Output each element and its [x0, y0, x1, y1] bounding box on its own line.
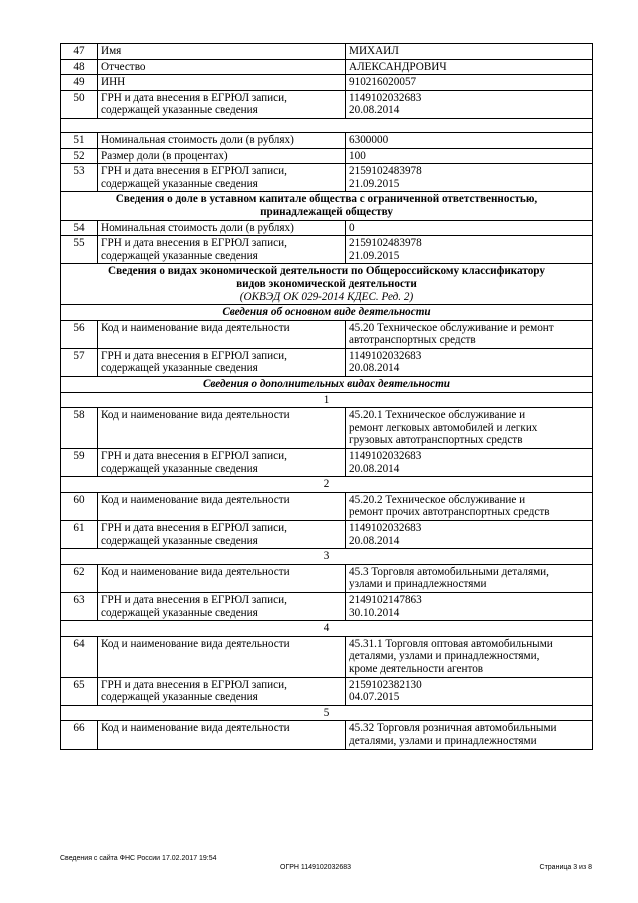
field-label-line: содержащей указанные сведения	[101, 534, 258, 547]
field-value-line: ремонт прочих автотранспортных средств	[349, 506, 550, 519]
field-value-line: МИХАИЛ	[349, 45, 399, 57]
field-value-line: 45.3 Торговля автомобильными деталями,	[349, 565, 549, 578]
field-value	[346, 75, 593, 91]
row-number: 64	[61, 636, 98, 677]
field-label-line: Отчество	[101, 60, 146, 73]
field-label	[98, 677, 346, 705]
row-number: 60	[61, 492, 98, 520]
field-value-line: 6300000	[349, 133, 389, 146]
row-number: 57	[61, 348, 98, 376]
table-row	[61, 118, 593, 132]
field-label-line: содержащей указанные сведения	[101, 104, 258, 117]
field-label-line: Код и наименование вида деятельности	[101, 637, 290, 650]
field-value	[346, 721, 593, 749]
field-label-line: Имя	[101, 45, 122, 57]
field-value-line: 21.09.2015	[349, 177, 400, 190]
table-row	[61, 408, 593, 449]
activity-index: 1	[61, 392, 593, 408]
field-label-line: Номинальная стоимость доли (в рублях)	[101, 133, 294, 146]
field-value	[346, 636, 593, 677]
field-value-line: 20.08.2014	[349, 362, 400, 375]
field-label	[98, 721, 346, 749]
field-value	[346, 148, 593, 164]
field-value	[346, 320, 593, 348]
table-row	[61, 305, 593, 321]
row-number: 49	[61, 75, 98, 91]
field-label	[98, 592, 346, 620]
row-number: 59	[61, 449, 98, 477]
section-heading-line: Сведения о доле в уставном капитале общества с ограниченной ответственностью,	[115, 193, 538, 206]
footer-source	[60, 855, 217, 864]
field-label	[98, 75, 346, 91]
table-row	[61, 377, 593, 393]
field-label-line: Код и наименование вида деятельности	[101, 565, 290, 578]
section-heading-line: Сведения о видах экономической деятельности по Общероссийскому классификатору	[108, 265, 545, 278]
field-value	[346, 164, 593, 192]
field-label-line: содержащей указанные сведения	[101, 362, 258, 375]
field-label-line: ГРН и дата внесения в ЕГРЮЛ записи,	[101, 165, 287, 178]
field-value	[346, 521, 593, 549]
field-value	[346, 132, 593, 148]
field-label-line: Код и наименование вида деятельности	[101, 722, 290, 735]
field-value-line: 45.20.1 Техническое обслуживание и	[349, 409, 526, 422]
field-label-line: ГРН и дата внесения в ЕГРЮЛ записи,	[101, 450, 287, 463]
field-value-line: ремонт легковых автомобилей и легких	[349, 421, 538, 434]
row-number: 58	[61, 408, 98, 449]
table-row	[61, 549, 593, 565]
field-label	[98, 564, 346, 592]
field-value-line: 04.07.2015	[349, 691, 400, 704]
field-label-line: Код и наименование вида деятельности	[101, 493, 290, 506]
row-number: 50	[61, 90, 98, 118]
field-label-line: содержащей указанные сведения	[101, 177, 258, 190]
field-value	[346, 677, 593, 705]
field-value-line: 0	[349, 221, 355, 234]
egrul-extract-table	[60, 43, 593, 750]
field-label	[98, 449, 346, 477]
field-value	[346, 408, 593, 449]
field-value-line: 20.08.2014	[349, 462, 400, 475]
table-row	[61, 75, 593, 91]
field-label	[98, 148, 346, 164]
field-label	[98, 408, 346, 449]
row-number: 54	[61, 220, 98, 236]
table-row	[61, 348, 593, 376]
field-value-line: автотранспортных средств	[349, 334, 476, 347]
table-row	[61, 164, 593, 192]
field-label-line: содержащей указанные сведения	[101, 249, 258, 262]
table-row	[61, 148, 593, 164]
field-label	[98, 636, 346, 677]
field-value	[346, 59, 593, 75]
table-row	[61, 90, 593, 118]
footer-ogrn: ОГРН 1149102032683	[280, 863, 351, 871]
field-value-line: 2149102147863	[349, 593, 422, 606]
field-label	[98, 59, 346, 75]
section-classifier-note: (ОКВЭД ОК 029-2014 КДЕС. Ред. 2)	[239, 290, 414, 303]
field-value	[346, 449, 593, 477]
field-label	[98, 320, 346, 348]
table-row	[61, 236, 593, 264]
field-value-line: 1149102032683	[349, 349, 422, 362]
row-number: 66	[61, 721, 98, 749]
table-row	[61, 621, 593, 637]
field-value-line: 1149102032683	[349, 91, 422, 104]
section-heading	[61, 192, 593, 220]
row-number: 62	[61, 564, 98, 592]
field-label-line: Номинальная стоимость доли (в рублях)	[101, 221, 294, 234]
field-label	[98, 236, 346, 264]
field-label	[98, 492, 346, 520]
footer-datetime: 17.02.2017 19:54	[162, 855, 217, 862]
table-row	[61, 564, 593, 592]
field-value-line: кроме деятельности агентов	[349, 662, 484, 675]
row-number: 65	[61, 677, 98, 705]
row-number: 52	[61, 148, 98, 164]
table-row	[61, 392, 593, 408]
table-row	[61, 44, 593, 60]
field-value-line: деталями, узлами и принадлежностями,	[349, 650, 540, 663]
field-label	[98, 132, 346, 148]
row-number: 63	[61, 592, 98, 620]
field-value-line: 45.32 Торговля розничная автомобильными	[349, 722, 557, 735]
table-row	[61, 636, 593, 677]
field-value-line: 1149102032683	[349, 522, 422, 534]
field-label	[98, 90, 346, 118]
section-heading-line: принадлежащей обществу	[260, 205, 393, 218]
field-value-line: грузовых автотранспортных средств	[349, 434, 523, 447]
field-label-line: содержащей указанные сведения	[101, 606, 258, 619]
field-label-line: ГРН и дата внесения в ЕГРЮЛ записи,	[101, 91, 287, 104]
field-value-line: 20.08.2014	[349, 534, 400, 547]
field-label-line: ИНН	[101, 76, 126, 89]
table-row	[61, 592, 593, 620]
field-value-line: 30.10.2014	[349, 606, 400, 619]
row-number: 53	[61, 164, 98, 192]
field-value-line: 45.31.1 Торговля оптовая автомобильными	[349, 637, 553, 650]
field-label	[98, 164, 346, 192]
subsection-heading: Сведения об основном виде деятельности	[61, 305, 593, 321]
subsection-heading: Сведения о дополнительных видах деятельности	[61, 377, 593, 393]
row-number: 51	[61, 132, 98, 148]
row-number: 55	[61, 236, 98, 264]
table-row	[61, 677, 593, 705]
table-row	[61, 132, 593, 148]
activity-index: 5	[61, 705, 593, 721]
empty-row	[61, 118, 593, 132]
field-label-line: ГРН и дата внесения в ЕГРЮЛ записи,	[101, 522, 287, 534]
table-row	[61, 721, 593, 749]
field-label-line: Код и наименование вида деятельности	[101, 321, 290, 334]
table-row	[61, 264, 593, 305]
field-label-line: ГРН и дата внесения в ЕГРЮЛ записи,	[101, 237, 287, 250]
field-label	[98, 220, 346, 236]
field-label	[98, 44, 346, 60]
field-label-line: содержащей указанные сведения	[101, 691, 258, 704]
field-value-line: 100	[349, 149, 366, 162]
field-value-line: 20.08.2014	[349, 104, 400, 117]
table-row	[61, 59, 593, 75]
field-value-line: 910216020057	[349, 76, 417, 89]
field-value-line: АЛЕКСАНДРОВИЧ	[349, 60, 447, 73]
field-value-line: 2159102483978	[349, 165, 422, 178]
section-heading-line: видов экономической деятельности	[236, 277, 417, 290]
field-value	[346, 90, 593, 118]
field-label-line: ГРН и дата внесения в ЕГРЮЛ записи,	[101, 678, 287, 691]
field-value	[346, 564, 593, 592]
field-value	[346, 44, 593, 60]
field-value-line: узлами и принадлежностями	[349, 578, 487, 591]
field-value	[346, 348, 593, 376]
field-label-line: Код и наименование вида деятельности	[101, 409, 290, 422]
activity-index: 4	[61, 621, 593, 637]
table-row	[61, 449, 593, 477]
activity-index: 3	[61, 549, 593, 565]
section-heading	[61, 264, 593, 305]
field-value-line: 1149102032683	[349, 450, 422, 463]
field-value	[346, 592, 593, 620]
field-value-line: деталями, узлами и принадлежностями	[349, 734, 537, 747]
field-label-line: содержащей указанные сведения	[101, 462, 258, 475]
activity-index: 2	[61, 477, 593, 493]
table-row	[61, 705, 593, 721]
field-label-line: Размер доли (в процентах)	[101, 149, 228, 162]
table-row	[61, 220, 593, 236]
field-label	[98, 348, 346, 376]
table-row	[61, 521, 593, 549]
field-value-line: 45.20.2 Техническое обслуживание и	[349, 493, 526, 506]
row-number: 61	[61, 521, 98, 549]
field-value-line: 2159102382130	[349, 678, 422, 691]
footer-source-text: Сведения с сайта ФНС России	[60, 855, 161, 862]
table-row	[61, 320, 593, 348]
field-value-line: 45.20 Техническое обслуживание и ремонт	[349, 321, 554, 334]
field-label-line: ГРН и дата внесения в ЕГРЮЛ записи,	[101, 349, 287, 362]
table-row	[61, 477, 593, 493]
field-value	[346, 492, 593, 520]
table-row	[61, 192, 593, 220]
field-value	[346, 220, 593, 236]
field-value-line: 2159102483978	[349, 237, 422, 250]
field-value	[346, 236, 593, 264]
table-row	[61, 492, 593, 520]
row-number: 47	[61, 44, 98, 60]
row-number: 48	[61, 59, 98, 75]
row-number: 56	[61, 320, 98, 348]
field-value-line: 21.09.2015	[349, 249, 400, 262]
field-label-line: ГРН и дата внесения в ЕГРЮЛ записи,	[101, 593, 287, 606]
footer-page-number: Страница 3 из 8	[539, 863, 592, 871]
field-label	[98, 521, 346, 549]
